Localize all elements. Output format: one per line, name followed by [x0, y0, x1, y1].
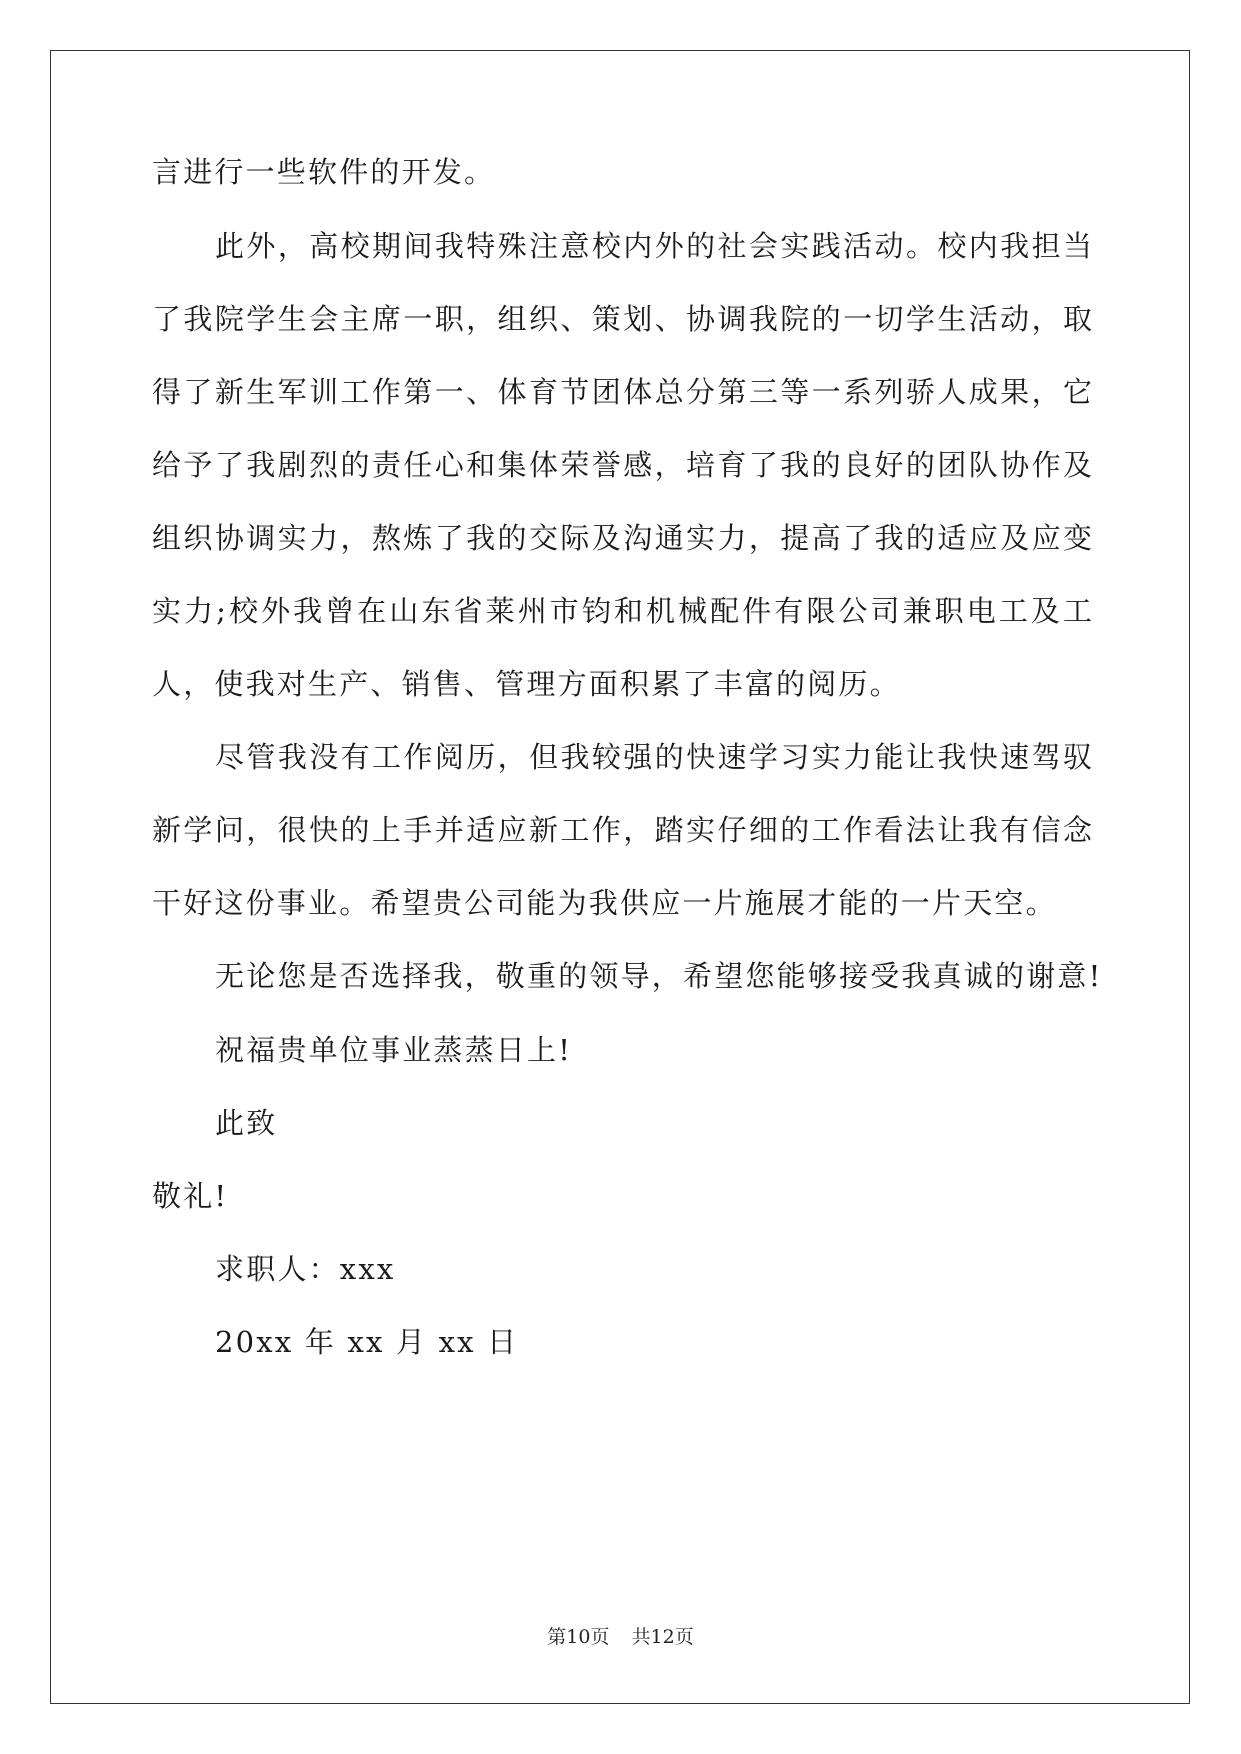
text-line: 了我院学生会主席一职，组织、策划、协调我院的一切学生活动，取 — [152, 302, 1092, 336]
text-line: 干好这份事业。希望贵公司能为我供应一片施展才能的一片天空。 — [152, 886, 1057, 920]
page-number: 第10页 — [547, 1626, 610, 1648]
page-footer — [0, 1624, 1241, 1650]
text-line: 组织协调实力，熬炼了我的交际及沟通实力，提高了我的适应及应变 — [152, 521, 1092, 555]
text-line: 无论您是否选择我，敬重的领导，希望您能够接受我真诚的谢意! — [215, 959, 1103, 993]
signature-line: 求职人：xxx — [215, 1252, 396, 1286]
salutation: 敬礼! — [152, 1179, 229, 1213]
page-total: 共12页 — [631, 1626, 694, 1648]
date-line: 20xx 年 xx 月 xx 日 — [215, 1325, 519, 1359]
text-line: 给予了我剧烈的责任心和集体荣誉感，培育了我的良好的团队协作及 — [152, 448, 1092, 482]
text-line: 尽管我没有工作阅历，但我较强的快速学习实力能让我快速驾驭 — [215, 740, 1092, 774]
closing-phrase: 此致 — [215, 1106, 278, 1140]
text-line: 新学问，很快的上手并适应新工作，踏实仔细的工作看法让我有信念 — [152, 813, 1092, 847]
text-line: 人，使我对生产、销售、管理方面积累了丰富的阅历。 — [152, 667, 901, 701]
text-line: 言进行一些软件的开发。 — [152, 155, 496, 189]
text-line: 实力;校外我曾在山东省莱州市钧和机械配件有限公司兼职电工及工 — [152, 594, 1092, 628]
text-line: 此外，高校期间我特殊注意校内外的社会实践活动。校内我担当 — [215, 229, 1092, 263]
text-line: 得了新生军训工作第一、体育节团体总分第三等一系列骄人成果，它 — [152, 375, 1092, 409]
text-line: 祝福贵单位事业蒸蒸日上! — [215, 1033, 573, 1067]
